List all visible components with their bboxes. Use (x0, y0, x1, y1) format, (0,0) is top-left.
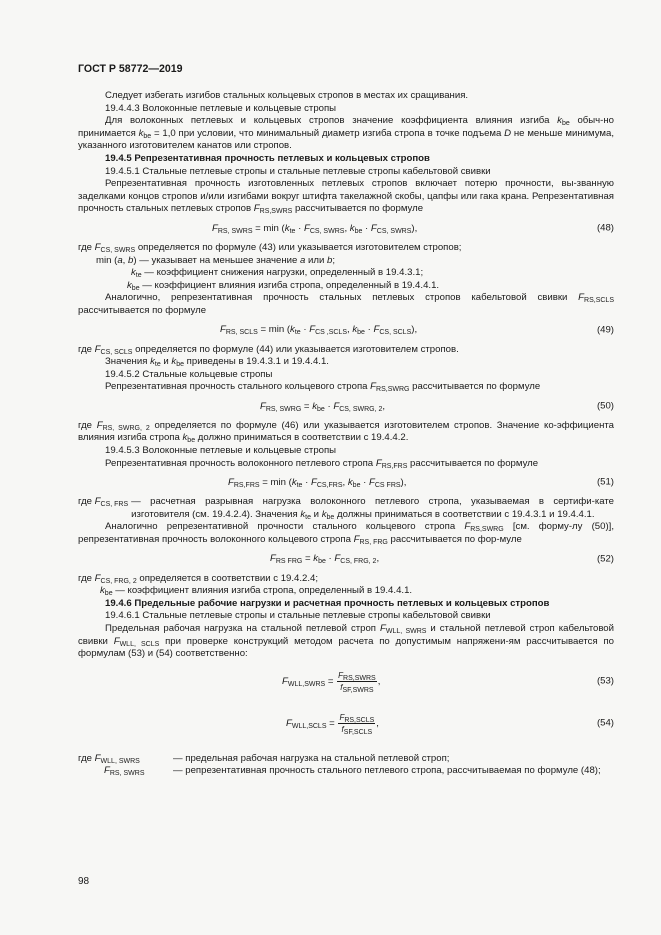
definition-row: где $F_{CS, FRS}$ — расчетная разрывная нагрузка волоконного петлевого стропа, указываемая в сертифи-кате изготовителя (см. 19.4.2.4). Значения $k_{te}$ и $k_{be}$ должны приниматься в соответствии с 19.4.3.1 и 19.4.4.1. (78, 496, 614, 521)
formula-50: $F_{RS, SWRG} = k_{be} \cdot F_{CS, SWRG, 2}$, (50) (260, 400, 614, 413)
formula-53: $F_{WLL,SWRS}$ = $\frac{F_{RS,SWRS}}{f_{SF,SWRS}}$ , (53) (282, 671, 614, 695)
paragraph: где $F_{CS, SCLS}$ определяется по формуле (44) или указывается изготовителем стропов. (78, 343, 459, 356)
subsection-heading: 19.4.4.3 Волоконные петлевые и кольцевые стропы (105, 102, 337, 114)
paragraph: Предельная рабочая нагрузка на стальной петлевой строп $F_{WLL, SWRS}$ и стальной петлевой строп кабельтовой свивки $F_{WLL, SCLS}$ при проверке конструкций методом расчета по допустимым напряжени-ям рассчитывается по формулам (53) и (54) соответственно: (78, 623, 615, 660)
formula-number: (50) (596, 400, 614, 412)
formula-number: (53) (596, 675, 614, 687)
section-heading: 19.4.6 Предельные рабочие нагрузки и расчетная прочность петлевых и кольцевых стропов (105, 597, 550, 609)
formula-48: $F_{RS, SWRS} = \min (k_{te} \cdot F_{CS, SWRS}$, $k_{be} \cdot F_{CS, SWRS}$), (48) (212, 222, 614, 235)
subsection-heading: 19.4.5.1 Стальные петлевые стропы и стальные петлевые стропы кабельтовой свивки (105, 165, 491, 177)
subsection-heading: 19.4.5.2 Стальные кольцевые стропы (105, 368, 273, 380)
subsection-heading: 19.4.6.1 Стальные петлевые стропы и стальные петлевые стропы кабельтовой свивки (105, 610, 491, 622)
paragraph: Значения $k_{te}$ и $k_{be}$ приведены в 19.4.3.1 и 19.4.4.1. (105, 356, 329, 369)
paragraph: $k_{be}$ — коэффициент влияния изгиба стропа, определенный в 19.4.4.1. (100, 585, 413, 598)
paragraph: Репрезентативная прочность стального кольцевого стропа $F_{RS,SWRG}$ рассчитывается по формуле (105, 381, 541, 394)
paragraph: где $F_{CS, FRG, 2}$ определяется в соответствии с 19.4.2.4; (78, 572, 319, 585)
paragraph: Аналогично, репрезентативная прочность стальных петлевых стропов кабельтовой свивки $F_{RS,SCLS}$ рассчитывается по формуле (78, 292, 614, 316)
formula-51: $F_{RS,FRS} = \min (k_{te} \cdot F_{CS,FRS}$, $k_{be} \cdot F_{CS FRS}$), (51) (228, 476, 614, 489)
document-header: ГОСТ Р 58772—2019 (78, 63, 183, 75)
formula-number: (52) (596, 553, 614, 565)
paragraph: Репрезентативная прочность волоконного петлевого стропа $F_{RS,FRS}$ рассчитывается по формуле (105, 457, 539, 470)
paragraph: где $F_{RS, SWRG, 2}$ определяется по формуле (46) или указывается изготовителем стропов. Значение ко-эффициента влияния изгиба стропа $k_{be}$ должно приниматься в соответствии с 19.4.4.2. (78, 419, 615, 445)
formula-number: (54) (596, 717, 614, 729)
section-heading: 19.4.5 Репрезентативная прочность петлевых и кольцевых стропов (105, 152, 430, 164)
page-number: 98 (78, 876, 90, 887)
formula-49: $F_{RS, SCLS} = \min (k_{te} \cdot F_{CS ,SCLS}$, $k_{be} \cdot F_{CS, SCLS}$), (49) (220, 324, 614, 337)
subsection-heading: 19.4.5.3 Волоконные петлевые и кольцевые стропы (105, 445, 337, 457)
formula-number: (51) (596, 476, 614, 488)
formula-54: $F_{WLL,SCLS}$ = $\frac{F_{RS,SCLS}}{f_{SF,SCLS}}$ , (54) (286, 713, 614, 737)
paragraph: Репрезентативная прочность изготовленных петлевых стропов включает потерю прочности, вы-званную заделками концов стропов и/или изгибами вокруг штифта такелажной скобы, цапфы или гака крана. Репрезентативная прочность стальных петлевых стропов $F_{RS,SWRS}$ рассчитывается по формуле (78, 178, 614, 216)
paragraph: Следует избегать изгибов стальных кольцевых стропов в местах их сращивания. (105, 90, 469, 101)
paragraph: min (a, b) — указывает на меньшее значение a или b; (96, 254, 335, 266)
paragraph: $k_{te}$ — коэффициент снижения нагрузки, определенный в 19.4.3.1; (131, 267, 424, 280)
paragraph: Для волоконных петлевых и кольцевых стропов значение коэффициента влияния изгиба $k_{be}$ обыч-но принимается $k_{be} = 1,0$ при условии, что минимальный диаметр изгиба стропа в точке подъема D не меньше минимума, указанного изготовителем канатов или стропов. (78, 115, 615, 152)
definition-row: $F_{RS, SWRS}$ — репрезентативная прочность стального петлевого стропа, рассчитываемая по формуле (48); (104, 765, 601, 778)
page-content (78, 90, 614, 778)
paragraph: где $F_{CS, SWRS}$ определяется по формуле (43) или указывается изготовителем стропов; (78, 241, 462, 254)
formula-number: (49) (596, 324, 614, 336)
formula-number: (48) (596, 222, 614, 234)
paragraph: $k_{be}$ — коэффициент влияния изгиба стропа, определенный в 19.4.4.1. (127, 279, 440, 292)
paragraph: Аналогично репрезентативной прочности стального кольцевого стропа $F_{RS,SWRG}$ [см. форму-лу (50)], репрезентативная прочность волоконного кольцевого стропа $F_{RS, FRG}$ рассчитывается по фор-муле (78, 521, 614, 547)
definition-row: где $F_{WLL, SWRS}$ — предельная рабочая нагрузка на стальной петлевой строп; (78, 752, 450, 765)
formula-52: $F_{RS FRG} = k_{be} \cdot F_{CS, FRG, 2}$, (52) (270, 553, 614, 566)
